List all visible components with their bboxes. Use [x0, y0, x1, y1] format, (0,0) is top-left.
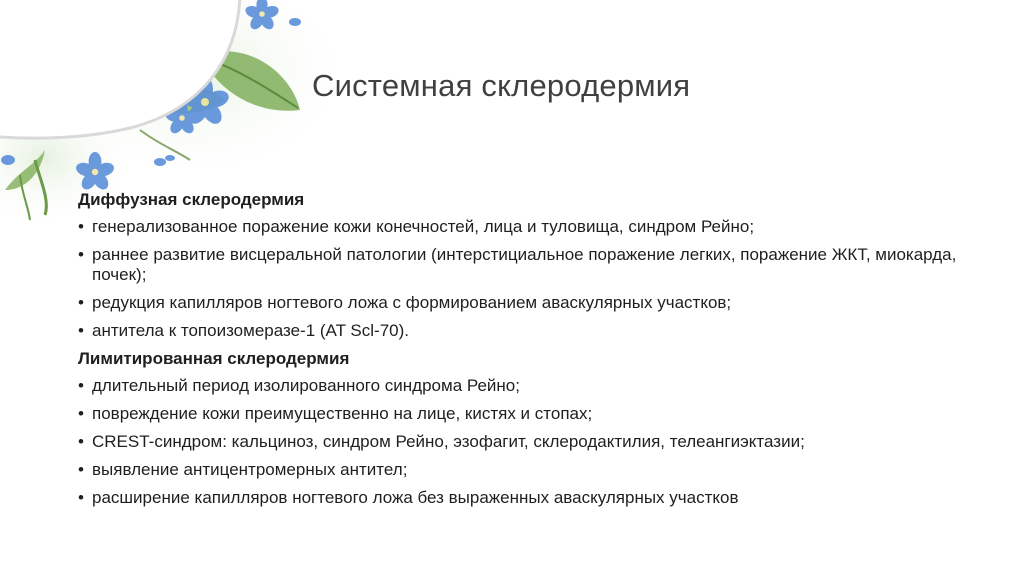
list-item-text: раннее развитие висцеральной патологии (интерстициальное поражение легких, поражение ЖКТ, миокарда, почек);: [92, 245, 957, 284]
bullet-icon: •: [78, 321, 84, 340]
bullet-icon: •: [78, 460, 84, 479]
bullet-icon: •: [78, 293, 84, 312]
list-item: [78, 217, 958, 237]
list-item-text: длительный период изолированного синдрома Рейно;: [92, 376, 520, 395]
bullet-icon: •: [78, 404, 84, 423]
list-item-text: повреждение кожи преимущественно на лице, кистях и стопах;: [92, 404, 593, 423]
list-item: [78, 245, 958, 285]
list-item-text: антитела к топоизомеразе-1 (AT Scl-70).: [92, 321, 409, 340]
list-item: [78, 432, 958, 452]
list-item-text: редукция капилляров ногтевого ложа с формированием аваскулярных участков;: [92, 293, 732, 312]
bullet-icon: •: [78, 432, 84, 451]
bullet-icon: •: [78, 217, 84, 236]
bullet-icon: •: [78, 376, 84, 395]
list-item: [78, 404, 958, 424]
bullet-icon: •: [78, 245, 84, 264]
list-item-text: генерализованное поражение кожи конечностей, лица и туловища, синдром Рейно;: [92, 217, 755, 236]
list-item-text: CREST-синдром: кальциноз, синдром Рейно, эзофагит, склеродактилия, телеангиэктазии;: [92, 432, 805, 451]
section-heading-limited: Лимитированная склеродермия: [78, 349, 350, 368]
list-item-text: расширение капилляров ногтевого ложа без выраженных аваскулярных участков: [92, 488, 739, 507]
slide-content: [78, 190, 958, 516]
list-item: [78, 376, 958, 396]
list-item-text: выявление антицентромерных антител;: [92, 460, 408, 479]
section-heading-diffuse: Диффузная склеродермия: [78, 190, 305, 209]
list-item: [78, 321, 958, 341]
list-item: [78, 293, 958, 313]
list-item: [78, 460, 958, 480]
slide-title: Системная склеродермия: [312, 68, 691, 103]
list-item: [78, 488, 958, 508]
bullet-icon: •: [78, 488, 84, 507]
